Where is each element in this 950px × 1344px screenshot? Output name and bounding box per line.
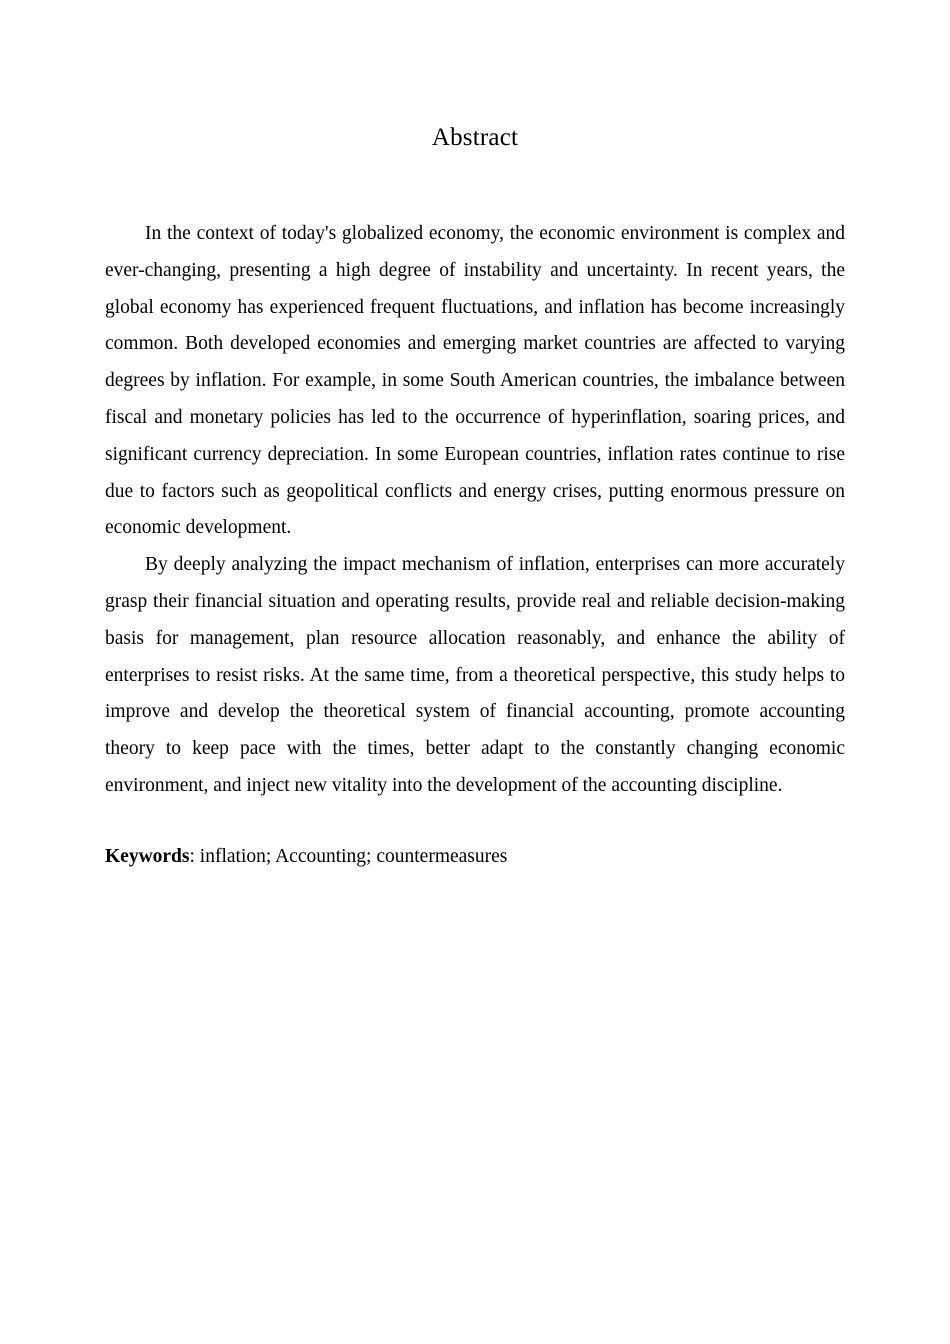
page-title: Abstract: [431, 124, 519, 151]
abstract-body: [105, 152, 845, 872]
keywords-value: : inflation; Accounting; countermeasures: [189, 845, 508, 867]
abstract-paragraph-1: In the context of today's globalized economy, the economic environment is complex and ever-changing, presenting a high degree of instability and uncertainty. In recent years, the global economy has experienced frequent fluctuations, and inflation has become increasingly common. Both developed economies and emerging market countries are affected to varying degrees by inflation. For example, in some South American countries, the imbalance between fiscal and monetary policies has led to the occurrence of hyperinflation, soaring prices, and significant currency depreciation. In some European countries, inflation rates continue to rise due to factors such as geopolitical conflicts and energy crises, putting enormous pressure on economic development.: [105, 223, 845, 539]
abstract-paragraph-2: By deeply analyzing the impact mechanism of inflation, enterprises can more accurately grasp their financial situation and operating results, provide real and reliable decision-making basis for management, plan resource allocation reasonably, and enhance the ability of enterprises to resist risks. At the same time, from a theoretical perspective, this study helps to improve and develop the theoretical system of financial accounting, promote accounting theory to keep pace with the times, better adapt to the constantly changing economic environment, and inject new vitality into the development of the accounting discipline.: [105, 554, 845, 796]
keywords-label: Keywords: [105, 845, 190, 867]
keywords-line: [105, 805, 845, 872]
